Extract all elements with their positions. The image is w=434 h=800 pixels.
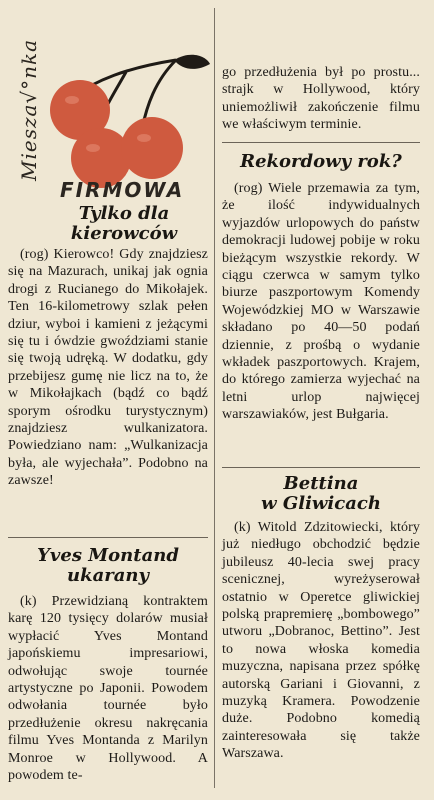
section-divider	[222, 142, 420, 143]
article-body: (k) Przewidzianą kontraktem karę 120 tysięcy dolarów musiał wypłacić Yves Montand japońskiemu impresariowi, odwołując swoje tournée artystyczne po Japonii. Powodem odwołania tournée było przedłużenie okresu nakręcania filmu Yves Montanda z Marilyn Monroe w Hollywood. A powodem te-	[8, 594, 208, 784]
headline-rekordowy-rok: Rekordowy rok?	[240, 151, 402, 172]
article-body: go przedłużenia był po prostu... strajk w Hollywood, który uniemożliwił zakończenie filmu we właściwym terminie.	[222, 65, 420, 133]
article-bettina	[222, 519, 420, 763]
headline-bettina	[222, 474, 420, 514]
article-montand-continued	[222, 64, 420, 134]
article-body: (rog) Wiele przemawia za tym, że ilość indywidualnych wyjazdów urlopowych do państw demokracji ludowej pobije w roku bieżącym wszystkie rekordy. W ciągu czerwca w samym tylko biurze paszportowym Komendy Wojewódzkiej MO w Warszawie składano po 40—50 podań dziennie, z prośbą o wydanie wkładek paszportowych. Krajem, do którego zamierza wyjechać na letni urlop najwięcej warszawiaków, jest Bułgaria.	[222, 181, 420, 423]
headline-line: kierowców	[70, 223, 178, 244]
headline-tylko-dla-kierowcow	[40, 204, 208, 244]
logo-script-word: Miesza√°nka	[17, 38, 41, 181]
article-body: (rog) Kierowco! Gdy znajdziesz się na Mazurach, unikaj jak ognia drogi z Rucianego do Mikołajek. Ten 16-kilometrowy szlak pełen dziur, wyboi i kamieni z jeżącymi się tu i ówdzie gwoździami stanie się twoją udręką. W dodatku, gdy przebijesz gumę nie licz na to, że w Mikołajkach (bądź co bądź sporym ośrodku turystycznym) znajdziesz wulkanizatora. Powiedziano nam: „Wulkanizacja była, ale wyjechała”. Podobno na zawsze!	[8, 247, 208, 489]
headline-line: Tylko dla	[78, 203, 170, 224]
leaf-icon	[174, 55, 210, 69]
article-kierowcy	[8, 246, 208, 490]
headline-line: w Gliwicach	[261, 493, 381, 514]
column-divider	[214, 8, 215, 788]
article-montand	[8, 593, 208, 784]
section-divider	[222, 467, 420, 468]
section-divider	[8, 537, 208, 538]
article-rekordowy-rok	[222, 180, 420, 424]
logo-firm-word: FIRMOWA	[60, 178, 185, 202]
headline-yves-montand	[8, 546, 208, 586]
article-body: (k) Witold Zdzitowiecki, który już niedługo obchodzić będzie jubileusz 40-lecia swej pracy scenicznej, wyreżyserował ostatnio w Operetce gliwickiej polską prapremierę „bombowego” utworu „Dobranoc, Bettino”. Jest to nowa włoska komedia muzyczna, napisana przez spółkę autorską Gariani i Giovanni, z muzyką Kramera. Powodzenie duże. Podobno komedią zainteresowała się także Warszawa.	[222, 520, 420, 762]
headline-line: ukarany	[67, 565, 149, 586]
cherry-icon	[121, 117, 183, 179]
headline-line: Bettina	[283, 473, 359, 494]
headline-line: Yves Montand	[37, 545, 179, 566]
